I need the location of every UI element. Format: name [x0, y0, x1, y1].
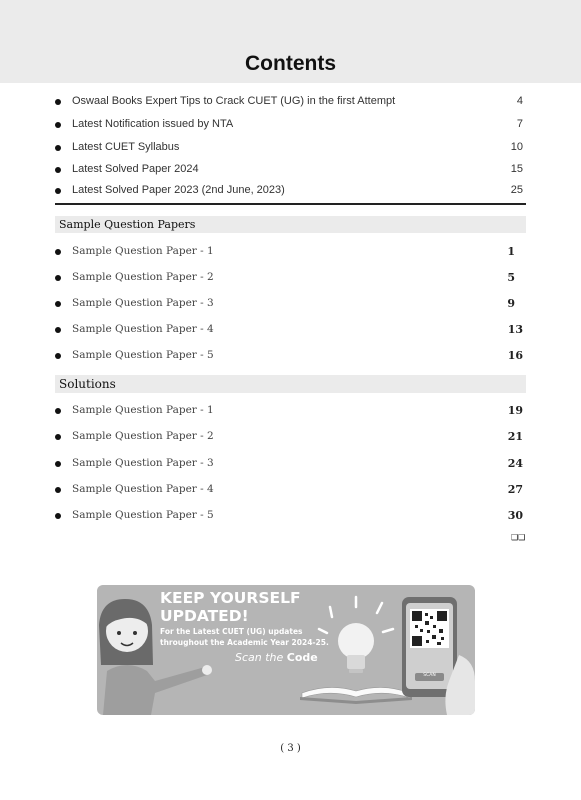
toc-entry-label: Sample Question Paper - 5 [72, 509, 214, 521]
toc-entry[interactable] [55, 297, 525, 315]
toc-entry-page: 30 [507, 509, 523, 522]
section-heading-text: Sample Question Papers [59, 218, 196, 231]
page-title: Contents [245, 52, 336, 75]
toc-entry[interactable] [55, 430, 525, 448]
toc-entry[interactable] [55, 457, 525, 475]
open-book-icon [300, 687, 412, 704]
toc-entry[interactable] [55, 245, 525, 263]
toc-entry-page: 5 [507, 271, 515, 284]
toc-entry-label: Latest Solved Paper 2023 (2nd June, 2023) [72, 184, 285, 196]
toc-entry[interactable] [55, 323, 525, 341]
toc-entry[interactable] [55, 95, 525, 113]
toc-entry-page: 27 [507, 483, 523, 496]
bullet-icon [55, 461, 61, 467]
code-word: Code [286, 651, 318, 664]
bullet-icon [55, 353, 61, 359]
toc-entry[interactable] [55, 141, 525, 159]
toc-entry-label: Sample Question Paper - 4 [72, 323, 214, 335]
section-heading [55, 216, 526, 233]
bullet-icon [55, 249, 61, 255]
toc-entry-page: 4 [516, 95, 523, 107]
toc-entry-label: Sample Question Paper - 2 [72, 271, 214, 283]
toc-entry-page: 9 [507, 297, 515, 310]
banner-heading-line: UPDATED! [160, 607, 249, 625]
toc-entry[interactable] [55, 163, 525, 181]
bullet-icon [55, 513, 61, 519]
bullet-icon [55, 188, 61, 194]
bullet-icon [55, 122, 61, 128]
bullet-icon [55, 408, 61, 414]
toc-entry-label: Oswaal Books Expert Tips to Crack CUET (UG) in the first Attempt [72, 95, 396, 107]
light-bulb-icon [338, 623, 374, 673]
toc-entry[interactable] [55, 184, 525, 202]
banner-heading-line: KEEP YOURSELF [160, 589, 301, 607]
bullet-icon [55, 327, 61, 333]
divider [55, 203, 526, 205]
bullet-icon [55, 487, 61, 493]
toc-entry[interactable] [55, 349, 525, 367]
toc-entry-label: Sample Question Paper - 1 [72, 404, 214, 416]
toc-entry[interactable] [55, 118, 525, 136]
toc-entry[interactable] [55, 404, 525, 422]
toc-entry-page: 1 [507, 245, 515, 258]
toc-entry[interactable] [55, 271, 525, 289]
toc-entry-label: Latest Solved Paper 2024 [72, 163, 199, 175]
toc-entry-page: 7 [516, 118, 523, 130]
toc-entry-page: 24 [507, 457, 523, 470]
toc-entry-page: 16 [507, 349, 523, 362]
toc-entry-label: Latest CUET Syllabus [72, 141, 180, 153]
end-mark: ❑❑ [511, 533, 526, 542]
toc-entry-page: 13 [507, 323, 523, 336]
bullet-icon [55, 167, 61, 173]
toc-entry-label: Latest Notification issued by NTA [72, 118, 234, 130]
toc-entry[interactable] [55, 509, 525, 527]
promo-banner[interactable] [97, 585, 475, 715]
toc-entry-label: Sample Question Paper - 2 [72, 430, 214, 442]
toc-entry-page: 25 [510, 184, 523, 196]
toc-entry-page: 15 [510, 163, 523, 175]
bullet-icon [55, 99, 61, 105]
page-number: ( 3 ) [280, 743, 301, 754]
toc-entry-label: Sample Question Paper - 1 [72, 245, 214, 257]
banner-artwork [97, 585, 475, 715]
bullet-icon [55, 434, 61, 440]
toc-entry[interactable] [55, 483, 525, 501]
banner-subtext: For the Latest CUET (UG) updates throughout the Academic Year 2024-25. [160, 627, 329, 647]
toc-entry-label: Sample Question Paper - 3 [72, 297, 214, 309]
toc-entry-label: Sample Question Paper - 3 [72, 457, 214, 469]
toc-entry-page: 10 [510, 141, 523, 153]
toc-entry-page: 19 [507, 404, 523, 417]
phone-scan-button: SCAN [423, 673, 436, 678]
section-heading-text: Solutions [59, 377, 116, 391]
toc-entry-label: Sample Question Paper - 4 [72, 483, 214, 495]
bullet-icon [55, 145, 61, 151]
bullet-icon [55, 301, 61, 307]
bullet-icon [55, 275, 61, 281]
section-heading [55, 375, 526, 393]
girl-illustration [99, 599, 212, 715]
scan-word: Scan the [235, 651, 287, 664]
toc-entry-page: 21 [507, 430, 523, 443]
toc-entry-label: Sample Question Paper - 5 [72, 349, 214, 361]
